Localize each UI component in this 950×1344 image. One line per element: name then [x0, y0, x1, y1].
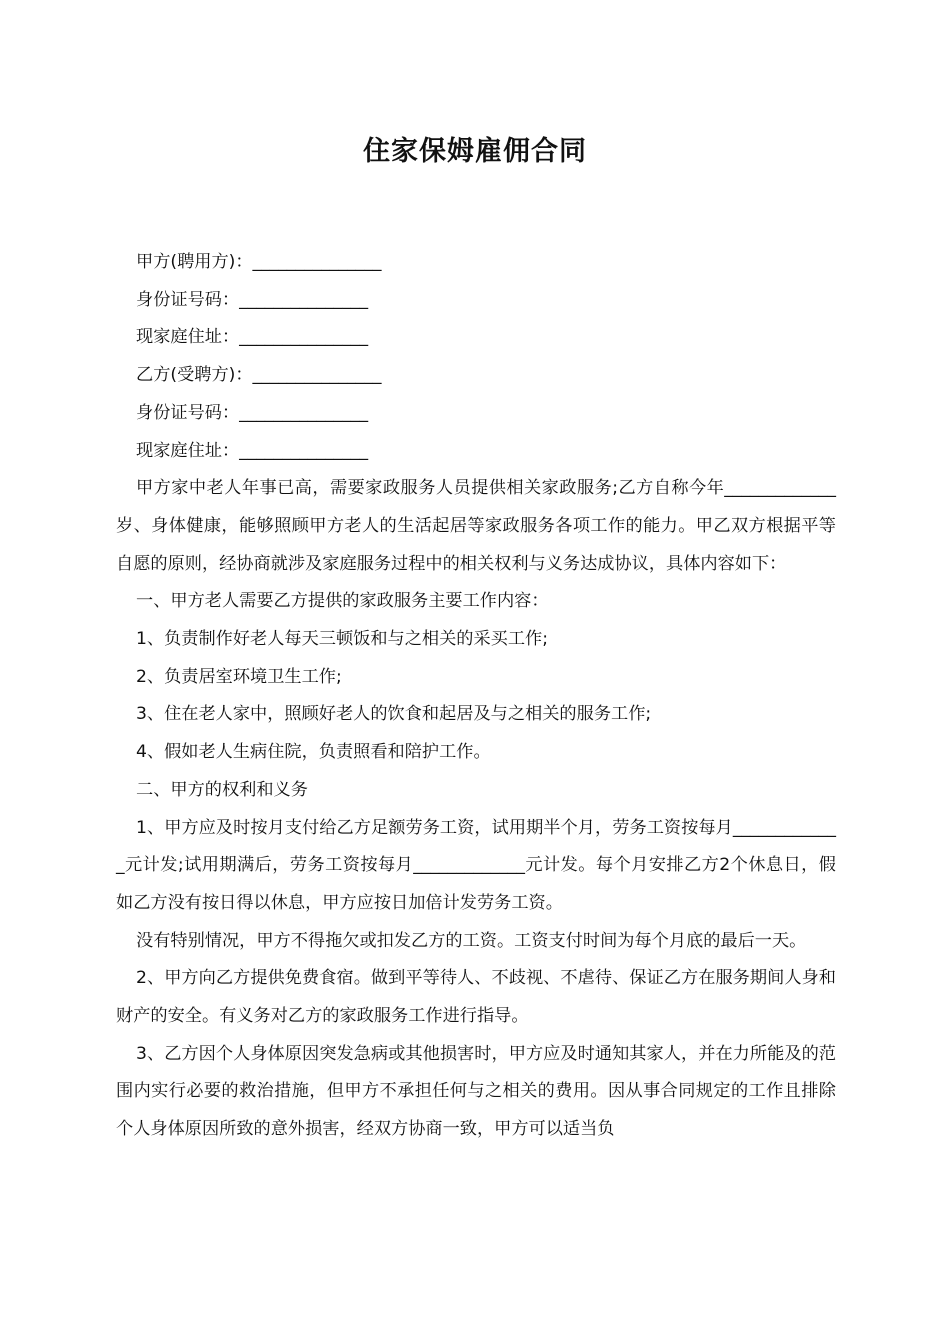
party-b-field: 乙方(受聘方)：_______________ [136, 365, 382, 386]
section-2-paragraph: 2、甲方向乙方提供免费食宿。做到平等待人、不歧视、不虐待、保证乙方在服务期间人身和财产的安全。有义务对乙方的家政服务工作进行指导。 [116, 968, 836, 1027]
section-1-heading: 一、甲方老人需要乙方提供的家政服务主要工作内容： [136, 591, 549, 612]
party-a-address-field: 现家庭住址：_______________ [136, 327, 369, 348]
section-2-heading: 二、甲方的权利和义务 [136, 779, 308, 800]
party-b-id-field: 身份证号码：_______________ [136, 402, 369, 423]
section-1-item: 2、负责居室环境卫生工作; [136, 666, 342, 687]
section-1-item: 1、负责制作好老人每天三顿饭和与之相关的采买工作; [136, 629, 549, 650]
party-a-field: 甲方(聘用方)：_______________ [136, 252, 382, 272]
section-2-paragraph: 3、乙方因个人身体原因突发急病或其他损害时，甲方应及时通知其家人，并在力所能及的范围内实行必要的救治措施，但甲方不承担任何与之相关的费用。因从事合同规定的工作且排除个人身体原因所致的意外损害，经双方协商一致，甲方可以适当负 [116, 1043, 836, 1140]
contract-body [116, 244, 836, 1149]
party-b-address-field: 现家庭住址：_______________ [136, 440, 369, 461]
section-2-paragraph: 没有特别情况，甲方不得拖欠或扣发乙方的工资。工资支付时间为每个月底的最后一天。 [136, 930, 807, 951]
page-title: 住家保姆雇佣合同 [363, 136, 587, 167]
intro-paragraph: 甲方家中老人年事已高，需要家政服务人员提供相关家政服务;乙方自称今年_____________岁、身体健康，能够照顾甲方老人的生活起居等家政服务各项工作的能力。甲乙双方根据平等自愿的原则，经协商就涉及家庭服务过程中的相关权利与义务达成协议，具体内容如下： [116, 478, 836, 574]
section-1-item: 4、假如老人生病住院，负责照看和陪护工作。 [136, 742, 491, 763]
party-a-id-field: 身份证号码：_______________ [136, 289, 369, 310]
section-2-paragraph: 1、甲方应及时按月支付给乙方足额劳务工资，试用期半个月，劳务工资按每月_____________元计发;试用期满后，劳务工资按每月_____________元计发。每个月安排乙方2个休息日，假如乙方没有按日得以休息，甲方应按日加倍计发劳务工资。 [116, 817, 836, 913]
section-1-item: 3、住在老人家中，照顾好老人的饮食和起居及与之相关的服务工作; [136, 704, 652, 725]
